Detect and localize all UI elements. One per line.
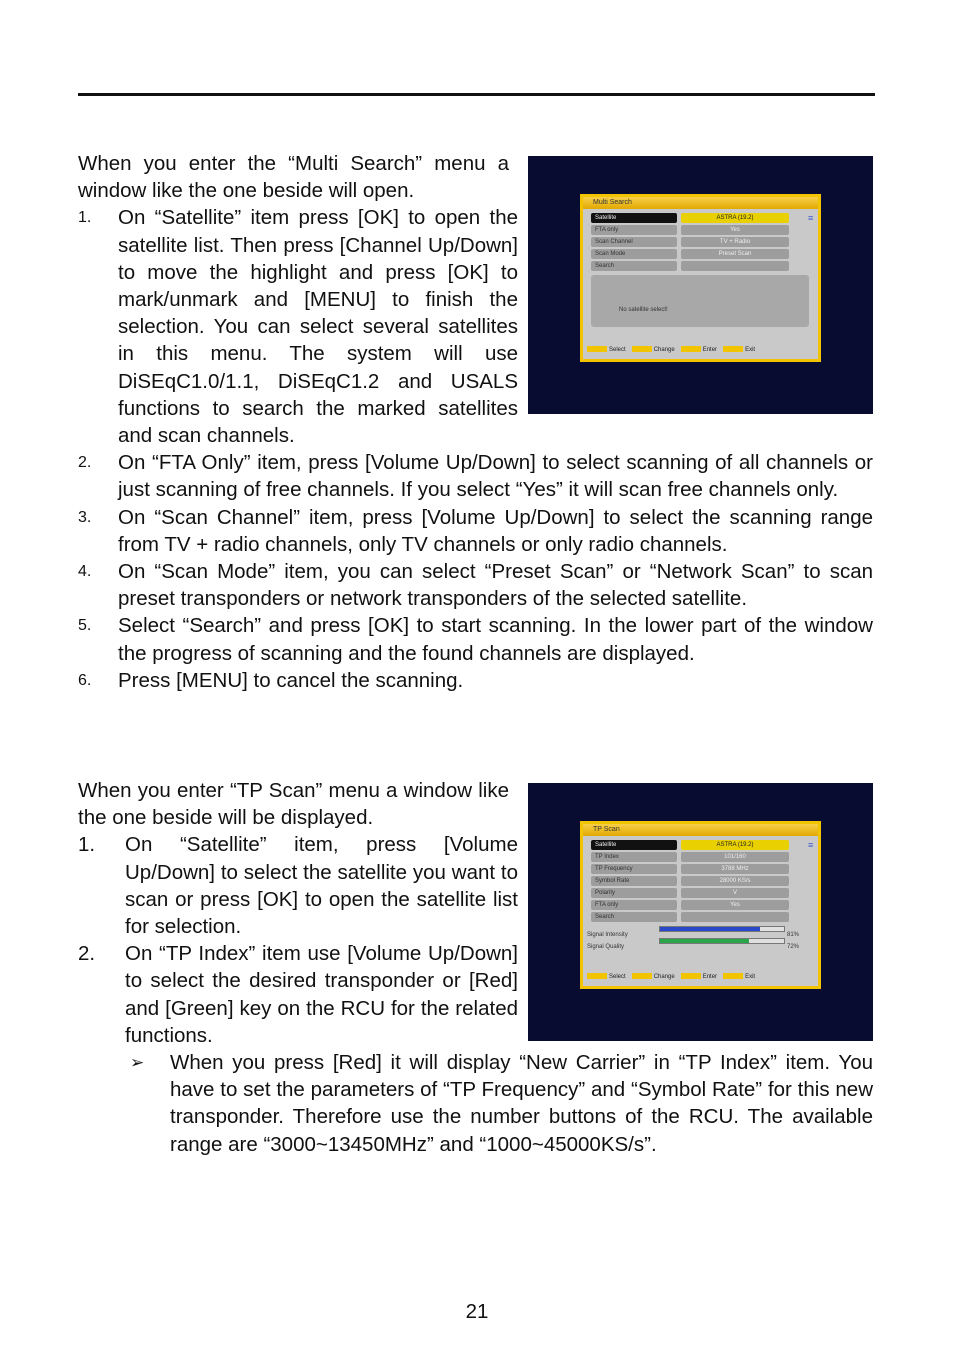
- menu-row-label: FTA only: [591, 225, 677, 235]
- list-item: [78, 558, 873, 612]
- list-icon: ≡: [808, 213, 814, 223]
- menu-row-value: 3788 MHz: [681, 864, 789, 874]
- section2-intro: When you enter “TP Scan” menu a window like the one beside will be displayed.: [78, 779, 509, 830]
- menu-row-label: Symbol Rate: [591, 876, 677, 886]
- list-item: [78, 612, 873, 666]
- item-number: 6.: [78, 671, 92, 689]
- item-text: On “Scan Mode” item, you can select “Preset Scan” or “Network Scan” to scan preset transponders or network transponders of the selected satellite.: [118, 560, 873, 611]
- menu-row-value: 101/160: [681, 852, 789, 862]
- section1-intro: When you enter the “Multi Search” menu a window like the one beside will open.: [78, 152, 509, 203]
- menu-row-label: Satellite: [591, 840, 677, 850]
- list-item: [78, 504, 873, 558]
- item-number: 5.: [78, 617, 92, 635]
- list-item: [78, 940, 873, 1049]
- list-item: [78, 204, 873, 449]
- menu-row-label: Scan Mode: [591, 249, 677, 259]
- key-label: Select: [609, 347, 626, 353]
- section1-list: [78, 204, 873, 694]
- menu-row-value: Preset Scan: [681, 249, 789, 259]
- menu-row-value: V: [681, 888, 789, 898]
- item-text: Press [MENU] to cancel the scanning.: [118, 668, 464, 692]
- arrow-bullet-icon: ➢: [130, 1053, 145, 1073]
- item-number: 2.: [78, 454, 92, 472]
- key-label: Select: [609, 974, 626, 980]
- signal-label: Signal Intensity: [587, 932, 628, 938]
- item-text: Select “Search” and press [OK] to start scanning. In the lower part of the window the progress of scanning and the found channels are displayed.: [118, 614, 873, 665]
- menu-row-value: ASTRA (19.2): [681, 840, 789, 850]
- message-text: No satellite select!: [619, 307, 668, 313]
- signal-percent: 81%: [787, 932, 800, 938]
- item-number: 1.: [78, 833, 96, 857]
- item-text: On “FTA Only” item, press [Volume Up/Down] to select scanning of all channels or just scanning of free channels. If you select “Yes” it will scan free channels only.: [118, 451, 873, 502]
- item-text: On “Satellite” item, press [Volume Up/Down] to select the satellite you want to scan or press [OK] to open the satellite list for selection.: [125, 833, 518, 939]
- sub-item-text: When you press [Red] it will display “New Carrier” in “TP Index” item. You have to set the parameters of “TP Frequency” and “Symbol Rate” for this new transponder. Therefore use the number buttons of the RCU. The available range are “3000~13450MHz” and “1000~45000KS/s”.: [170, 1051, 873, 1156]
- section2-sublist: [78, 1049, 873, 1158]
- item-number: 3.: [78, 508, 92, 526]
- key-label: Change: [653, 347, 675, 353]
- header-rule: [78, 93, 875, 96]
- menu-row-label: TP Frequency: [591, 864, 677, 874]
- signal-label: Signal Quality: [587, 944, 625, 950]
- page-number: 21: [465, 1300, 489, 1323]
- window-title: TP Scan: [583, 824, 818, 836]
- key-label: Enter: [702, 347, 718, 353]
- menu-row-value: 28000 KS/s: [681, 876, 789, 886]
- list-item: [78, 667, 873, 694]
- list-item: [78, 831, 873, 940]
- menu-row-label: Scan Channel: [591, 237, 677, 247]
- menu-row-value: Yes: [681, 900, 789, 910]
- menu-row-label: Search: [591, 261, 677, 271]
- item-text: On “Satellite” item press [OK] to open the satellite list. Then press [Channel Up/Down] to move the highlight and press [OK] to mark/unmark and [MENU] to finish the selection. You can select several satellites in this menu. The system will use DiSEqC1.0/1.1, DiSEqC1.2 and USALS functions to search the marked satellites and scan channels.: [118, 206, 518, 448]
- menu-row-label: Polarity: [591, 888, 677, 898]
- list-item: [78, 449, 873, 503]
- item-number: 4.: [78, 563, 92, 581]
- item-number: 2.: [78, 942, 96, 966]
- menu-row-value: Yes: [681, 225, 789, 235]
- tp-scan-section: [78, 777, 873, 1158]
- menu-row-label: TP Index: [591, 852, 677, 862]
- key-label: Exit: [745, 974, 756, 980]
- key-label: Enter: [702, 974, 718, 980]
- key-label: Change: [653, 974, 675, 980]
- window-title: Multi Search: [583, 197, 818, 209]
- sub-list-item: [78, 1049, 873, 1158]
- menu-row-value: ASTRA (19.2): [681, 213, 789, 223]
- list-icon: ≡: [808, 840, 814, 850]
- item-number: 1.: [78, 209, 92, 227]
- menu-row-label: FTA only: [591, 900, 677, 910]
- menu-row-label: Satellite: [591, 213, 677, 223]
- key-label: Exit: [745, 347, 756, 353]
- menu-row-value: TV + Radio: [681, 237, 789, 247]
- menu-row-label: Search: [591, 912, 677, 922]
- multi-search-section: [78, 150, 873, 694]
- section2-list: [78, 831, 873, 1049]
- item-text: On “TP Index” item use [Volume Up/Down] to select the desired transponder or [Red] and [Green] key on the RCU for the related functions.: [125, 942, 518, 1047]
- signal-percent: 72%: [787, 944, 800, 950]
- item-text: On “Scan Channel” item, press [Volume Up/Down] to select the scanning range from TV + radio channels, only TV channels or only radio channels.: [118, 505, 873, 556]
